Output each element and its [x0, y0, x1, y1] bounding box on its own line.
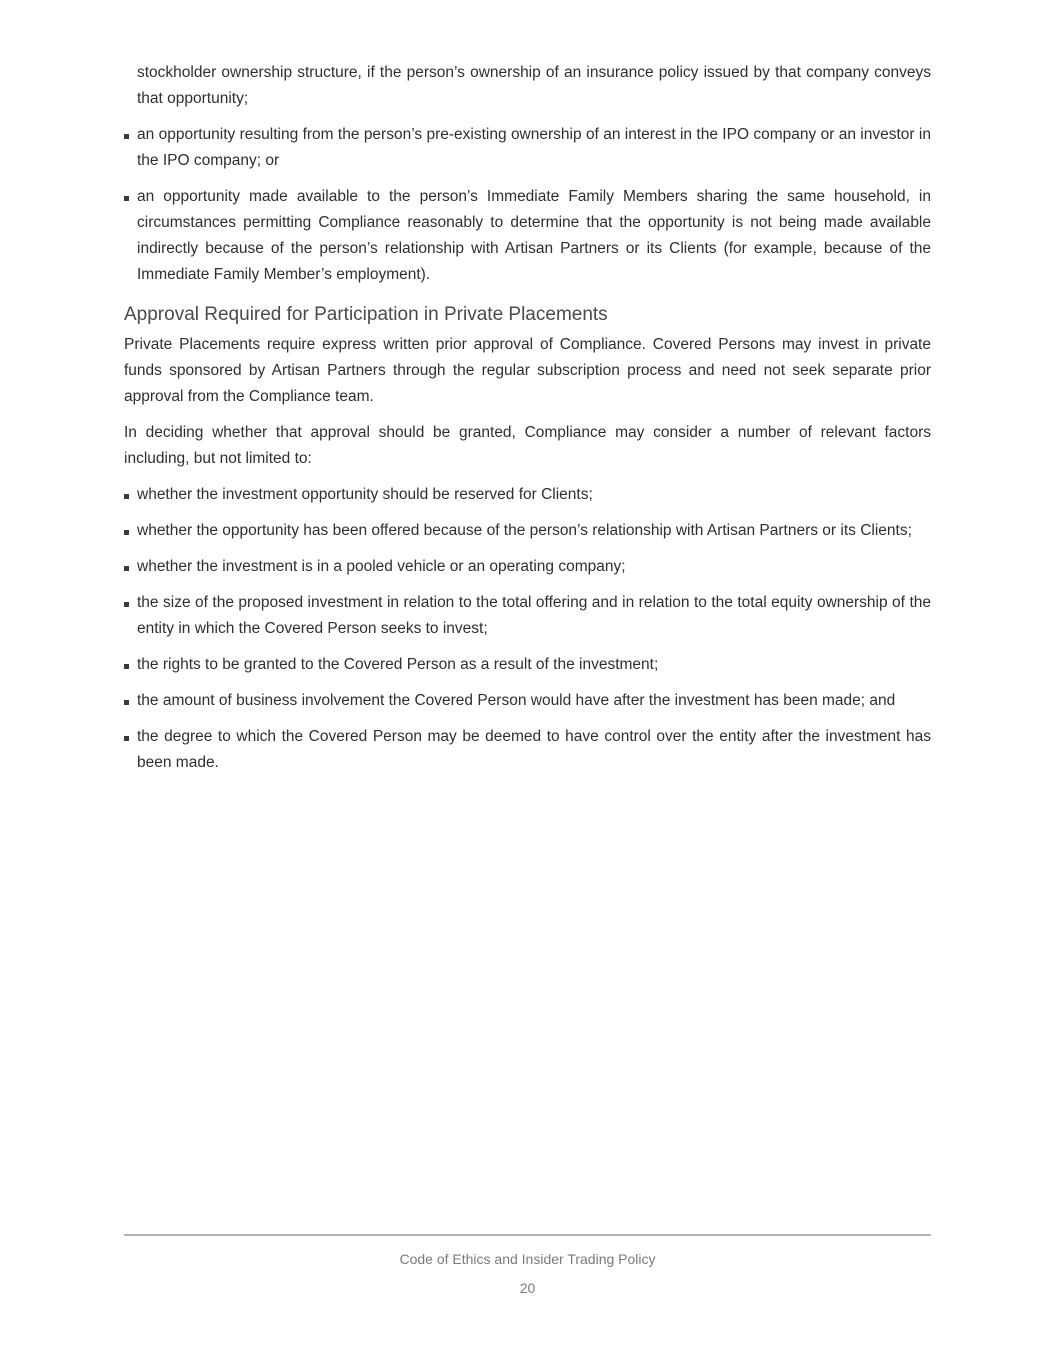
list-item-text: the size of the proposed investment in relation to the total offering and in relation to the total equity ownership of the entity in which the Covered Person seeks to invest; [137, 594, 931, 637]
list-item [124, 724, 931, 776]
list-item [124, 652, 931, 678]
list-item [124, 184, 931, 288]
page-content [124, 60, 931, 786]
bullet-square-icon [124, 736, 129, 741]
list-item [124, 482, 931, 508]
bullet-square-icon [124, 530, 129, 535]
list-item-text: an opportunity resulting from the person’s pre-existing ownership of an interest in the IPO company or an investor in the IPO company; or [137, 126, 931, 169]
list-item [124, 518, 931, 544]
body-paragraph: Private Placements require express written prior approval of Compliance. Covered Persons may invest in private funds sponsored by Artisan Partners through the regular subscription process and need not seek separate prior approval from the Compliance team. [124, 336, 931, 405]
bullet-square-icon [124, 494, 129, 499]
list-item [124, 688, 931, 714]
page-number: 20 [519, 1280, 536, 1296]
footer-document-title: Code of Ethics and Insider Trading Policy [399, 1251, 656, 1267]
ipo-exceptions-list [124, 122, 931, 288]
list-item-text: the amount of business involvement the Covered Person would have after the investment has been made; and [137, 692, 896, 709]
bullet-square-icon [124, 700, 129, 705]
list-item [124, 590, 931, 642]
list-item [124, 554, 931, 580]
list-item-text: whether the investment opportunity should be reserved for Clients; [137, 486, 593, 503]
list-item-text: the degree to which the Covered Person may be deemed to have control over the entity after the investment has been made. [137, 728, 931, 771]
body-paragraph: In deciding whether that approval should be granted, Compliance may consider a number of relevant factors including, but not limited to: [124, 424, 931, 467]
footer-divider [124, 1234, 931, 1236]
list-item-text: an opportunity made available to the person’s Immediate Family Members sharing the same household, in circumstances permitting Compliance reasonably to determine that the opportunity is not being made available indirectly because of the person’s relationship with Artisan Partners or its Clients (for example, because of the Immediate Family Member’s employment). [137, 188, 931, 283]
bullet-square-icon [124, 134, 129, 139]
list-item-text: whether the investment is in a pooled vehicle or an operating company; [137, 558, 626, 575]
list-item [124, 122, 931, 174]
list-item-text: whether the opportunity has been offered because of the person’s relationship with Artisan Partners or its Clients; [137, 522, 912, 539]
bullet-square-icon [124, 566, 129, 571]
bullet-square-icon [124, 196, 129, 201]
list-item-text: the rights to be granted to the Covered Person as a result of the investment; [137, 656, 659, 673]
approval-factors-list [124, 482, 931, 776]
section-heading: Approval Required for Participation in Private Placements [124, 304, 608, 325]
bullet-square-icon [124, 602, 129, 607]
bullet-square-icon [124, 664, 129, 669]
continued-bullet-text: stockholder ownership structure, if the person’s ownership of an insurance policy issued by that company conveys that opportunity; [137, 64, 931, 107]
